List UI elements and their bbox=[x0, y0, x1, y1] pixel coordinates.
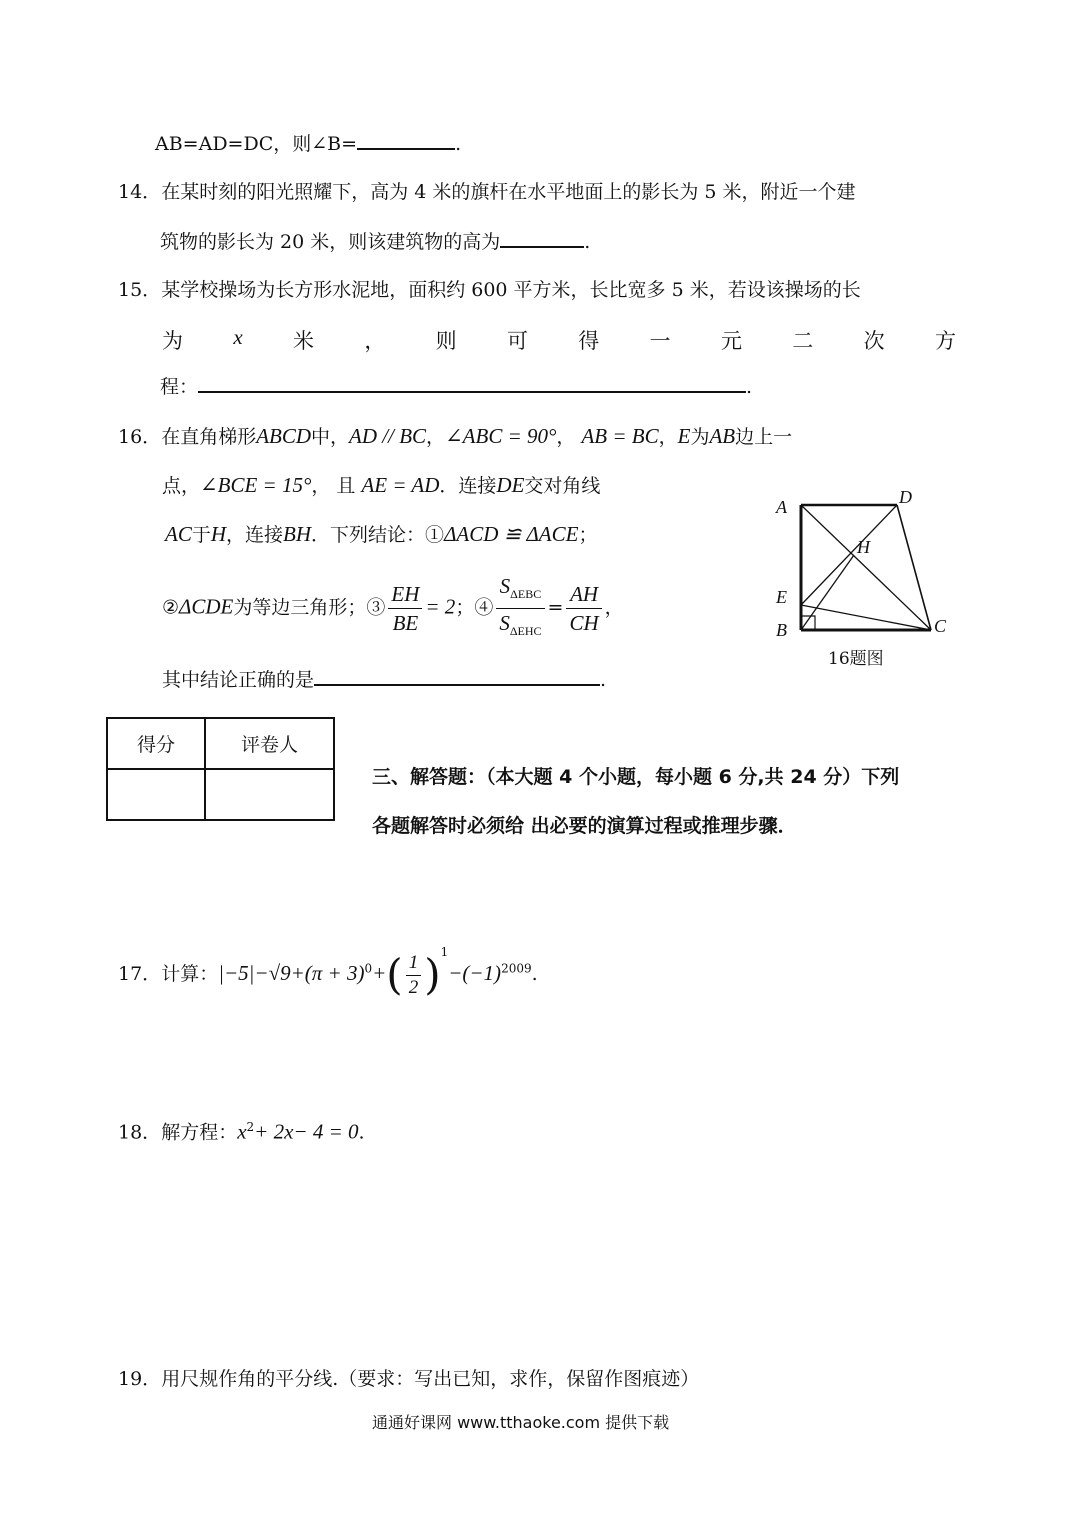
q14-text-1: 在某时刻的阳光照耀下，高为 4 米的旗杆在水平地面上的影长为 5 米，附近一个建 bbox=[161, 181, 856, 203]
q16-line4: ②ΔCDE为等边三角形；③ $\frac{EH}{BE}$ = 2；④ $\frac{S_{\Delta EBC}}{S_{\Delta EHC}}$ = $\frac{AH}{CH}$ ， bbox=[162, 572, 624, 645]
q16-line5: 其中结论正确的是 . bbox=[162, 669, 607, 691]
q19 bbox=[118, 1367, 699, 1391]
label-b: B bbox=[776, 620, 787, 640]
label-a: A bbox=[776, 497, 787, 517]
grader-header: 评卷人 bbox=[205, 718, 334, 769]
q16-line2: 点，∠BCE = 15°， 且 AE = AD．连接DE交对角线 bbox=[162, 473, 601, 497]
q19-number: 19． bbox=[118, 1368, 162, 1390]
q16-figure bbox=[770, 484, 960, 674]
q19-text: 用尺规作角的平分线.（要求：写出已知，求作，保留作图痕迹） bbox=[161, 1368, 700, 1390]
fraction-eh-be: $\frac{EH}{BE}$ bbox=[388, 580, 422, 637]
q17-number: 17． bbox=[118, 963, 162, 985]
q13-tail: AB=AD=DC，则∠B= . bbox=[155, 133, 462, 155]
q15-line1 bbox=[118, 278, 861, 302]
label-c: C bbox=[934, 616, 947, 636]
segment-ac bbox=[801, 505, 931, 630]
section3-heading-1: 三、解答题：（本大题 4 个小题，每小题 6 分,共 24 分）下列 bbox=[372, 766, 900, 788]
q15-text-1: 某学校操场为长方形水泥地，面积约 600 平方米，长比宽多 5 米，若设该操场的长 bbox=[161, 279, 861, 301]
q15-line3: 程： . bbox=[160, 376, 753, 398]
section3-heading-2: 各题解答时必须给 出必要的演算过程或推理步骤． bbox=[372, 815, 797, 837]
q13-tail-text: AB=AD=DC，则∠B= bbox=[155, 133, 358, 155]
grader-cell[interactable] bbox=[205, 769, 334, 820]
label-e: E bbox=[776, 587, 787, 607]
label-h: H bbox=[857, 537, 870, 557]
q16-number: 16． bbox=[118, 426, 162, 448]
q16-line1: 16．在直角梯形ABCD中，AD // BC，∠ABC = 90°， AB = BC，E为AB边上一 bbox=[118, 424, 793, 448]
segment-de bbox=[801, 505, 897, 605]
q13-answer-blank bbox=[357, 147, 455, 150]
q18: 18．解方程：$x^2+ 2x- 4 = 0$. bbox=[118, 1119, 365, 1144]
segment-ec bbox=[801, 605, 931, 630]
q18-number: 18． bbox=[118, 1121, 162, 1144]
q15-answer-blank bbox=[198, 390, 746, 393]
q14-line2: 筑物的影长为 20 米，则该建筑物的高为 . bbox=[160, 231, 591, 253]
footer: 通通好课网 www.tthaoke.com 提供下载 bbox=[372, 1413, 670, 1432]
q14-line1 bbox=[118, 180, 856, 204]
score-cell[interactable] bbox=[107, 769, 205, 820]
q15-number: 15． bbox=[118, 279, 162, 301]
fraction-area-ratio: $\frac{S_{\Delta EBC}}{S_{\Delta EHC}}$ bbox=[496, 572, 544, 645]
q14-number: 14． bbox=[118, 181, 162, 203]
q16-line3: AC于H，连接BH．下列结论：①ΔACD ≌ ΔACE； bbox=[165, 522, 598, 546]
fraction-one-half: $\frac{1}{2}$ bbox=[406, 951, 422, 1000]
q17: 17．计算：$|-5|-√9+(\pi + 3)^0+$( $\frac{1}{2}$ )$^1-(-1)^{2009}$. bbox=[118, 945, 538, 999]
label-d: D bbox=[899, 487, 912, 507]
q15-line2: 为 x 米 ， 则 可 得 一 元 二 次 方 bbox=[162, 325, 956, 353]
q14-answer-blank bbox=[500, 245, 584, 248]
score-table bbox=[106, 717, 335, 821]
figure-caption: 16题图 bbox=[828, 649, 884, 669]
fraction-ah-ch: $\frac{AH}{CH}$ bbox=[566, 580, 601, 637]
score-header: 得分 bbox=[107, 718, 205, 769]
segment-dc bbox=[897, 505, 931, 630]
q14-text-2: 筑物的影长为 20 米，则该建筑物的高为 bbox=[160, 231, 501, 253]
segment-bh bbox=[801, 555, 854, 630]
q16-answer-blank bbox=[314, 683, 600, 686]
